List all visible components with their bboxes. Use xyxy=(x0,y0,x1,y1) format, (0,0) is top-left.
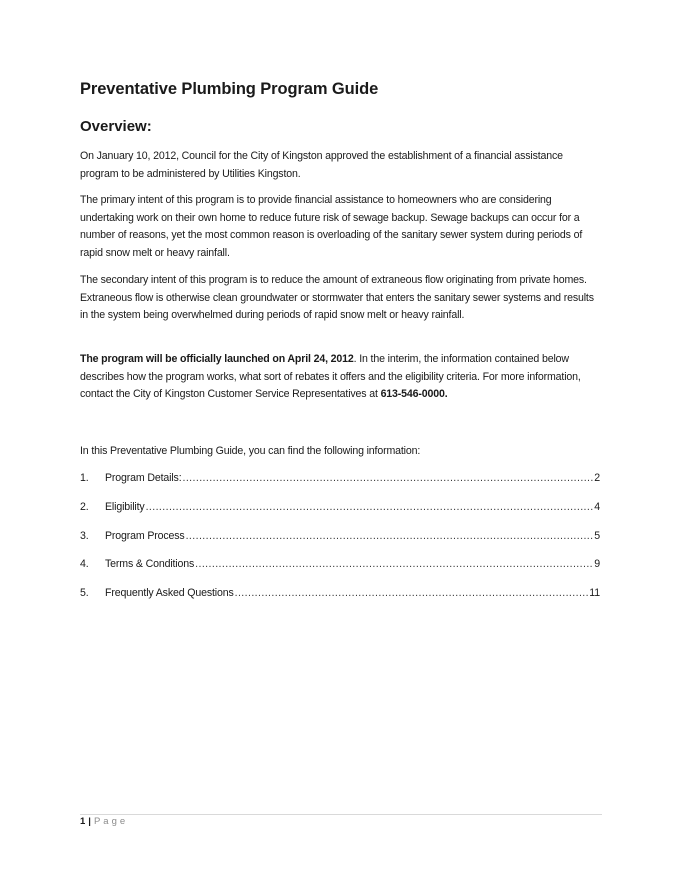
toc-item-page: 2 xyxy=(594,472,600,484)
paragraph-council-approval: On January 10, 2012, Council for the City of Kingston approved the establishment of a financial assistance program to be administered by Utilities Kingston. xyxy=(80,150,563,180)
document-title: Preventative Plumbing Program Guide xyxy=(80,80,379,98)
paragraph-primary-intent: The primary intent of this program is to provide financial assistance to homeowners who are considering undertaking work on their own home to reduce future risk of sewage backup. Sewage backups can occur for a number of reasons, yet the most common reason is overloading of the sanitary sewer system during periods of rapid snow melt or heavy rainfall. xyxy=(80,194,583,259)
toc-item-number: 3. xyxy=(80,529,89,542)
toc-item-title: Program Process xyxy=(105,529,185,542)
toc-item-page: 4 xyxy=(594,500,600,513)
toc-item-number: 1. xyxy=(80,472,89,484)
toc-dot-leader xyxy=(195,558,593,570)
table-of-contents xyxy=(80,472,600,616)
paragraph-secondary-intent: The secondary intent of this program is to reduce the amount of extraneous flow originating from private homes. Extraneous flow is otherwise clean groundwater or stormwater that enters the sanitary sewer systems and results in the system being overwhelmed during periods of rapid snow melt or heavy rainfall. xyxy=(80,274,594,321)
toc-item-title: Terms & Conditions xyxy=(105,558,195,571)
footer-divider xyxy=(80,814,602,815)
toc-item-terms-conditions[interactable] xyxy=(80,558,600,587)
toc-item-page: 9 xyxy=(594,558,600,571)
toc-item-eligibility[interactable] xyxy=(80,501,600,530)
toc-item-title: Frequently Asked Questions xyxy=(105,587,234,600)
customer-service-phone: 613-546-0000. xyxy=(380,388,448,400)
launch-info-body: . In the interim, the information contained below describes how the program works, what sort of rebates it offers and the eligibility criteria. For more information, contact the City of Kingston Customer Service Representatives at xyxy=(80,353,581,400)
paragraph-launch-info xyxy=(80,351,602,404)
footer-page-number: 1 xyxy=(80,816,86,827)
document-page xyxy=(80,0,602,880)
page-footer xyxy=(80,816,128,827)
footer-page-label: Page xyxy=(93,816,129,827)
launch-date-statement: The program will be officially launched on April 24, 2012 xyxy=(80,353,354,365)
toc-item-faq[interactable] xyxy=(80,587,600,616)
toc-intro: In this Preventative Plumbing Guide, you can find the following information: xyxy=(80,445,421,457)
toc-dot-leader xyxy=(183,472,594,484)
toc-item-page: 5 xyxy=(594,529,600,542)
footer-separator: | xyxy=(88,816,91,827)
overview-heading: Overview: xyxy=(80,118,152,135)
toc-item-number: 5. xyxy=(80,587,89,600)
toc-item-number: 2. xyxy=(80,500,89,513)
toc-item-page: 11 xyxy=(589,587,600,600)
toc-dot-leader xyxy=(146,501,594,513)
toc-item-title: Program Details: xyxy=(105,472,182,484)
toc-dot-leader xyxy=(235,587,589,599)
toc-dot-leader xyxy=(186,530,594,542)
toc-item-title: Eligibility xyxy=(105,500,145,513)
toc-item-program-details[interactable] xyxy=(80,472,600,501)
toc-item-program-process[interactable] xyxy=(80,530,600,559)
toc-item-number: 4. xyxy=(80,558,89,571)
